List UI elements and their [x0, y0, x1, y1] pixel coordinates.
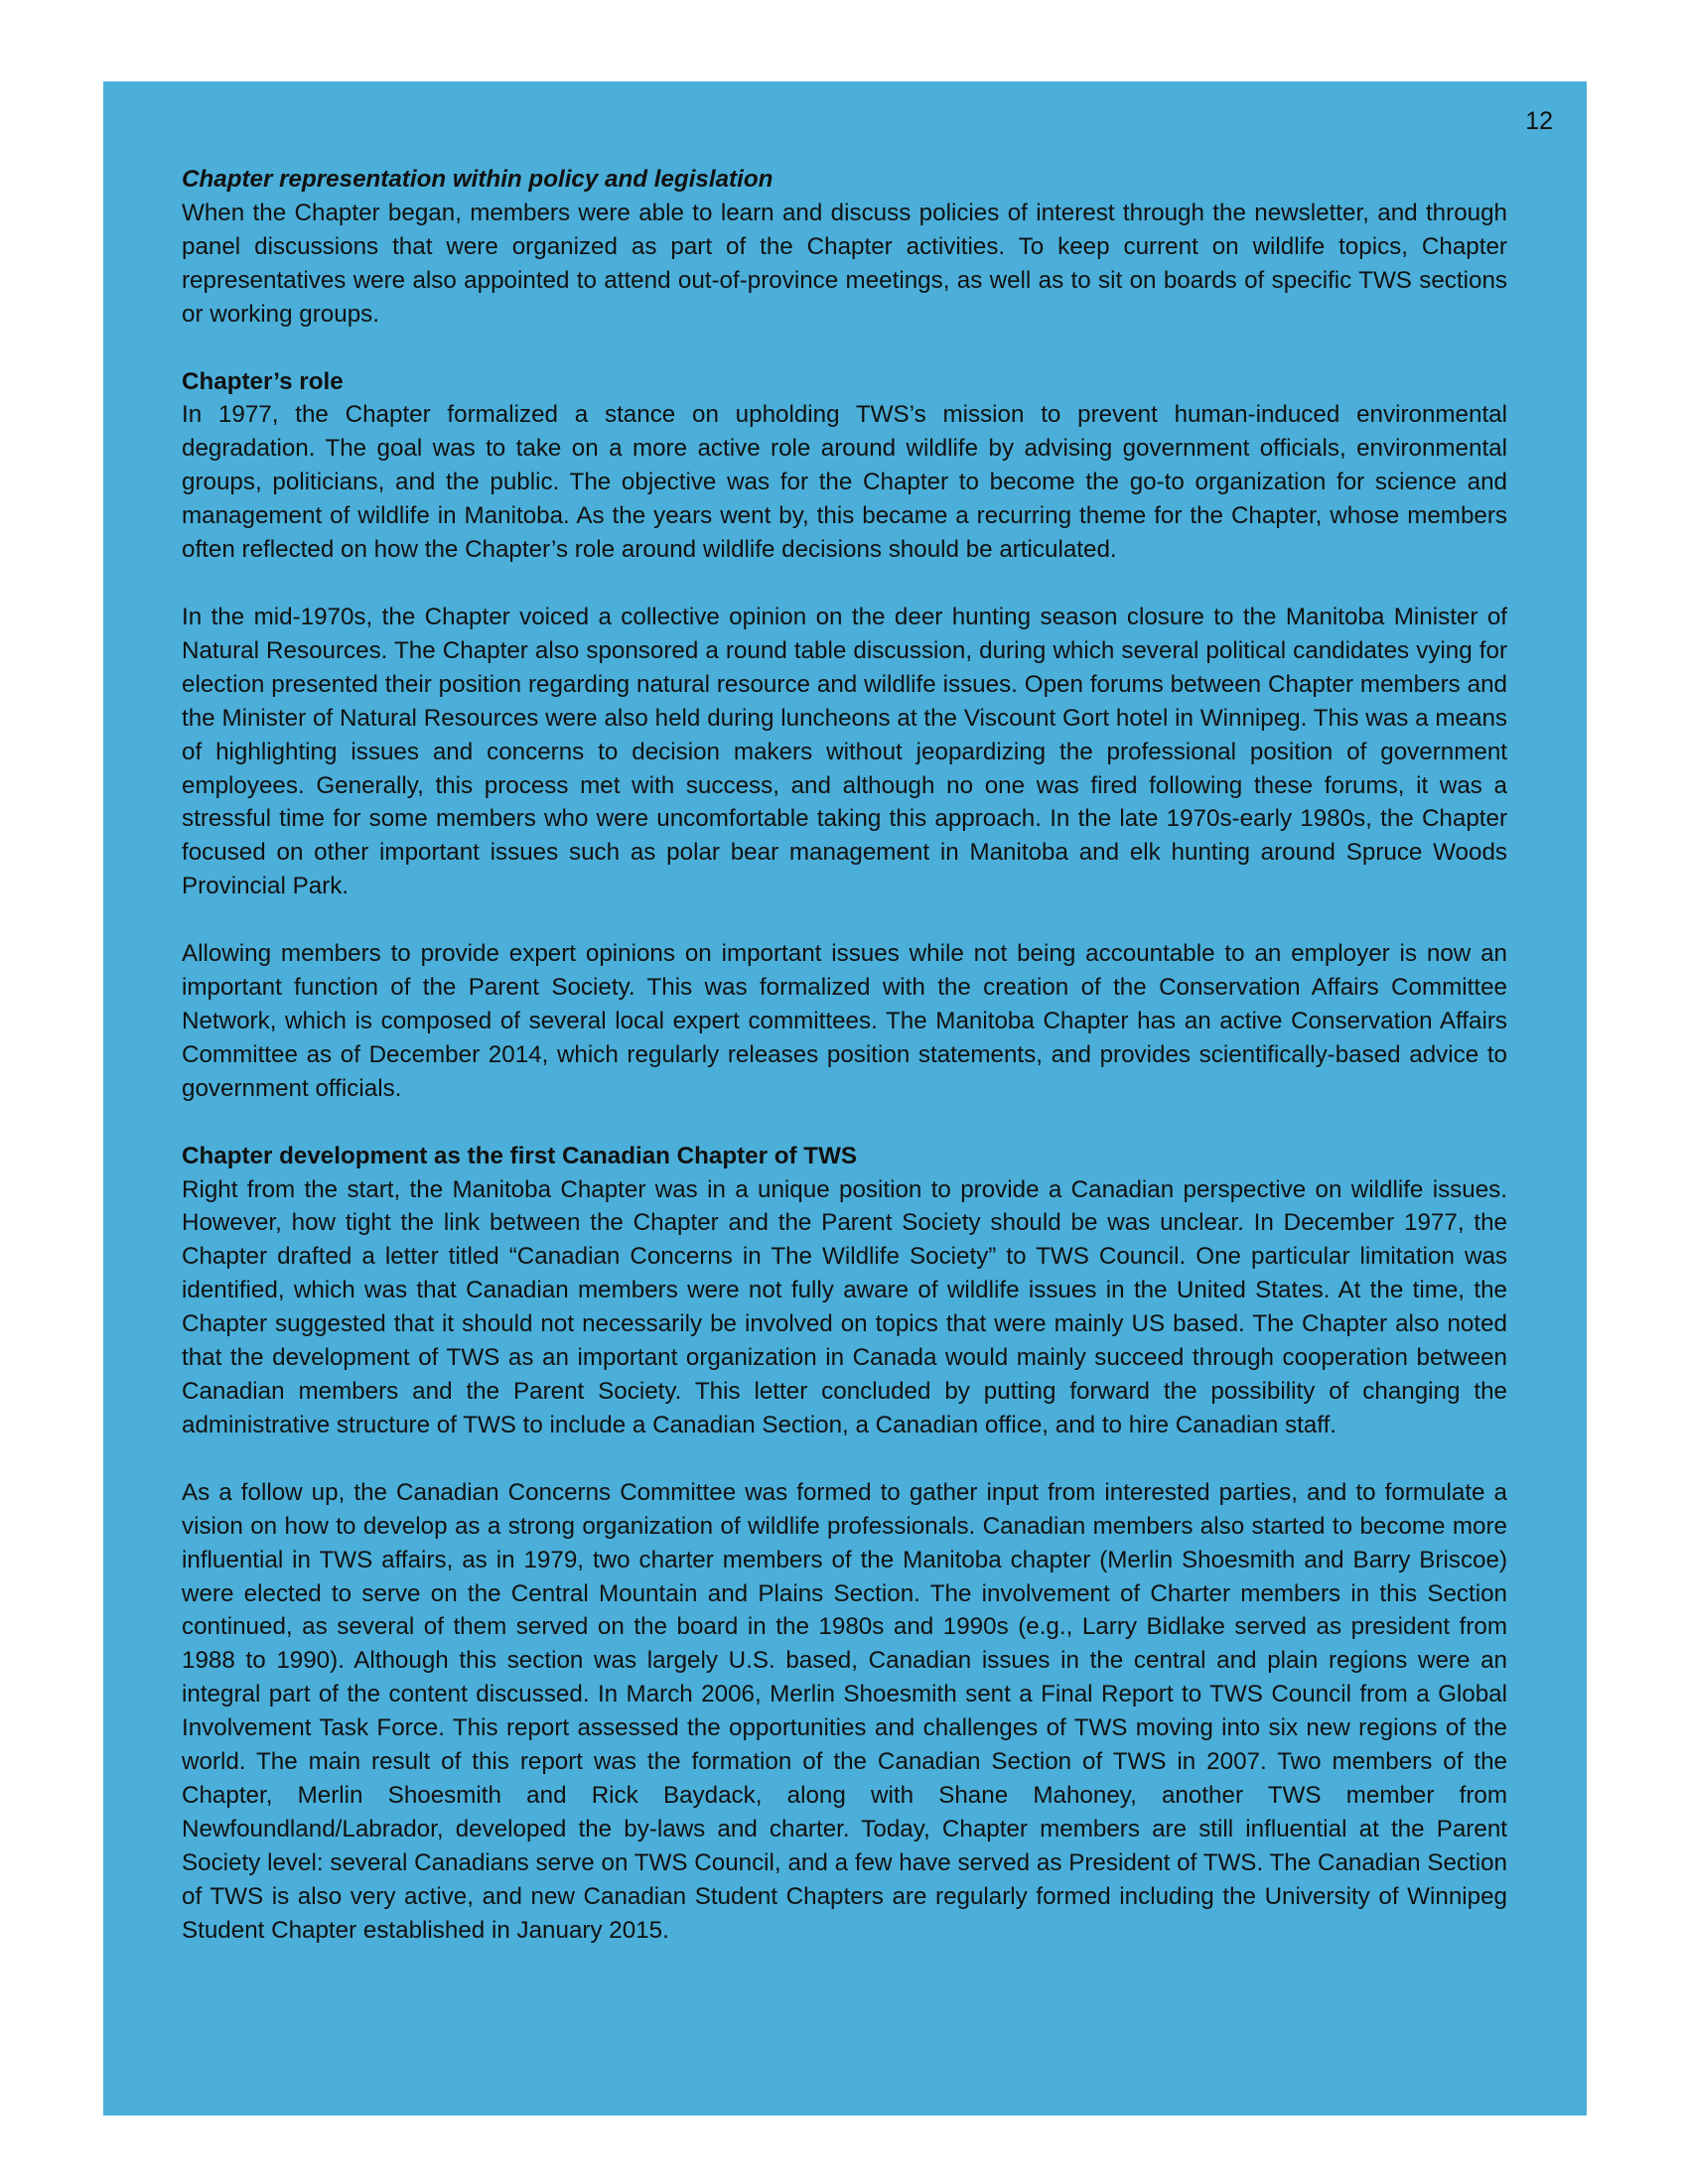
paragraph: In 1977, the Chapter formalized a stance on upholding TWS’s mission to prevent human-induced environmental degradation. The goal was to take on a more active role around wildlife by advising government officials, environmental groups, politicians, and the public. The objective was for the Chapter to become the go-to organization for science and management of wildlife in Manitoba. As the years went by, this became a recurring theme for the Chapter, whose members often reflected on how the Chapter’s role around wildlife decisions should be articulated.	[182, 401, 1507, 564]
paragraph: As a follow up, the Canadian Concerns Committee was formed to gather input from interested parties, and to formulate a vision on how to develop as a strong organization of wildlife professionals. Canadian members also started to become more influential in TWS affairs, as in 1979, two charter members of the Manitoba chapter (Merlin Shoesmith and Barry Briscoe) were elected to serve on the Central Mountain and Plains Section. The involvement of Charter members in this Section continued, as several of them served on the board in the 1980s and 1990s (e.g., Larry Bidlake served as president from 1988 to 1990). Although this section was largely U.S. based, Canadian issues in the central and plain regions were an integral part of the content discussed. In March 2006, Merlin Shoesmith sent a Final Report to TWS Council from a Global Involvement Task Force. This report assessed the opportunities and challenges of TWS moving into six new regions of the world. The main result of this report was the formation of the Canadian Section of TWS in 2007. Two members of the Chapter, Merlin Shoesmith and Rick Baydack, along with Shane Mahoney, another TWS member from Newfoundland/Labrador, developed the by-laws and charter. Today, Chapter members are still influential at the Parent Society level: several Canadians serve on TWS Council, and a few have served as President of TWS. The Canadian Section of TWS is also very active, and new Canadian Student Chapters are regularly formed including the University of Winnipeg Student Chapter established in January 2015.	[182, 1478, 1507, 1944]
section-heading-policy: Chapter representation within policy and legislation	[182, 166, 774, 193]
paragraph-spacer	[182, 1106, 1507, 1140]
paragraph: When the Chapter began, members were able to learn and discuss policies of interest through the newsletter, and through panel discussions that were organized as part of the Chapter activities. To keep current on wildlife topics, Chapter representatives were also appointed to attend out-of-province meetings, as well as to sit on boards of specific TWS sections or working groups.	[182, 199, 1507, 328]
page-number: 12	[1525, 107, 1553, 135]
paragraph: Allowing members to provide expert opinions on important issues while not being accountable to an employer is now an important function of the Parent Society. This was formalized with the creation of the Conservation Affairs Committee Network, which is composed of several local expert committees. The Manitoba Chapter has an active Conservation Affairs Committee as of December 2014, which regularly releases position statements, and provides scientifically-based advice to government officials.	[182, 940, 1507, 1102]
paragraph: Right from the start, the Manitoba Chapter was in a unique position to provide a Canadian perspective on wildlife issues. However, how tight the link between the Chapter and the Parent Society should be was unclear. In December 1977, the Chapter drafted a letter titled “Canadian Concerns in The Wildlife Society” to TWS Council. One particular limitation was identified, which was that Canadian members were not fully aware of wildlife issues in the United States. At the time, the Chapter suggested that it should not necessarily be involved on topics that were mainly US based. The Chapter also noted that the development of TWS as an important organization in Canada would mainly succeed through cooperation between Canadian members and the Parent Society. This letter concluded by putting forward the possibility of changing the administrative structure of TWS to include a Canadian Section, a Canadian office, and to hire Canadian staff.	[182, 1175, 1507, 1438]
paragraph-spacer	[182, 332, 1507, 365]
page-panel	[103, 81, 1587, 2116]
paragraph-spacer	[182, 1442, 1507, 1476]
section-heading-development: Chapter development as the first Canadian Chapter of TWS	[182, 1142, 858, 1169]
paragraph: In the mid-1970s, the Chapter voiced a collective opinion on the deer hunting season closure to the Manitoba Minister of Natural Resources. The Chapter also sponsored a round table discussion, during which several political candidates vying for election presented their position regarding natural resource and wildlife issues. Open forums between Chapter members and the Minister of Natural Resources were also held during luncheons at the Viscount Gort hotel in Winnipeg. This was a means of highlighting issues and concerns to decision makers without jeopardizing the professional position of government employees. Generally, this process met with success, and although no one was fired following these forums, it was a stressful time for some members who were uncomfortable taking this approach. In the late 1970s-early 1980s, the Chapter focused on other important issues such as polar bear management in Manitoba and elk hunting around Spruce Woods Provincial Park.	[182, 603, 1507, 900]
paragraph-spacer	[182, 567, 1507, 601]
section-heading-role: Chapter’s role	[182, 367, 344, 395]
document-body	[182, 163, 1507, 1948]
paragraph-spacer	[182, 903, 1507, 937]
